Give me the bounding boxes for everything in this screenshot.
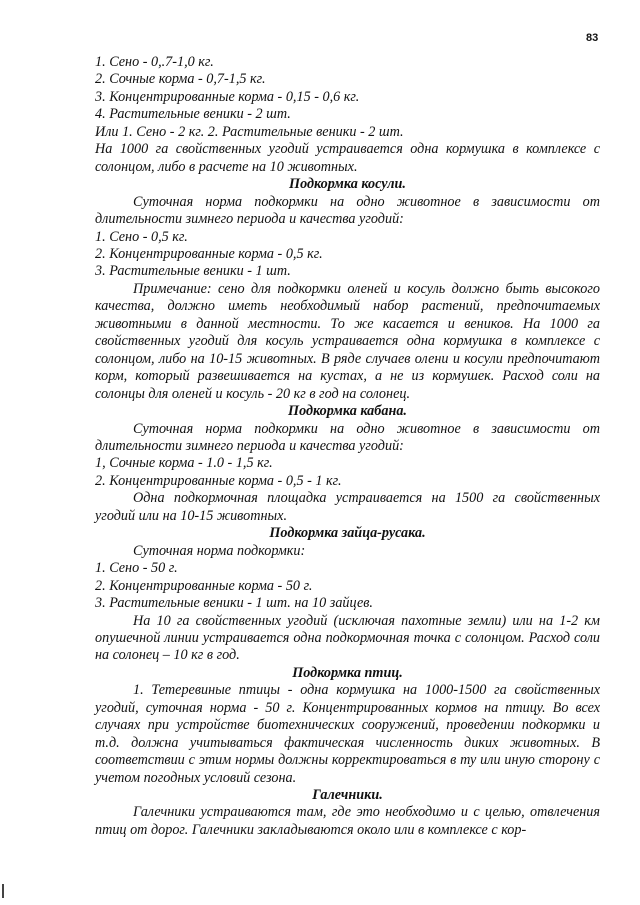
paragraph: 1. Тетеревиные птицы - одна кормушка на 1000-1500 га свойственных угодий, суточная норма - 50 г. Концентрированных кормов на птицу. Во всех случаях при устройстве биотехнических сооружений, проведении подкормки и т.д. должна учитываться фактическая численность диких животных. В соответствии с этим нормы должны корректироваться в ту или иную сторону с учетом погодных условий сезона. <box>95 682 600 786</box>
list-item: 2. Концентрированные корма - 0,5 кг. <box>95 245 323 262</box>
list-item: 3. Растительные веники - 1 шт. <box>95 263 291 280</box>
section-heading: Подкормка зайца-русака. <box>269 525 426 542</box>
list-item: 2. Концентрированные корма - 50 г. <box>95 577 313 594</box>
list-item: 2. Сочные корма - 0,7-1,5 кг. <box>95 71 266 88</box>
list-item: 1, Сочные корма - 1.0 - 1,5 кг. <box>95 455 273 472</box>
list-item: 1. Сено - 50 г. <box>95 560 178 577</box>
paragraph: Галечники устраиваются там, где это необходимо и с целью, отвлечения птиц от дорог. Галечники закладываются около или в комплексе с кор- <box>95 804 600 838</box>
list-item: 3. Растительные веники - 1 шт. на 10 зайцев. <box>95 595 373 612</box>
paragraph: Суточная норма подкормки на одно животное в зависимости от длительности зимнего периода и качества угодий: <box>95 193 600 228</box>
paragraph: На 10 га свойственных угодий (исключая пахотные земли) или на 1-2 км опушечной линии устраивается одна подкормочная точка с солонцом. Расход соли на солонец – 10 кг в год. <box>95 612 600 664</box>
scan-edge-mark <box>2 884 4 898</box>
paragraph: На 1000 га свойственных угодий устраивается одна кормушка в комплексе с солонцом, либо в расчете на 10 животных. <box>95 141 600 175</box>
page-body <box>95 54 600 839</box>
paragraph: Одна подкормочная площадка устраивается на 1500 га свойственных угодий или на 10-15 животных. <box>95 490 600 524</box>
list-item: 3. Концентрированные корма - 0,15 - 0,6 кг. <box>95 88 360 105</box>
section-heading: Подкормка косули. <box>289 176 406 193</box>
list-item: 1. Сено - 0,5 кг. <box>95 228 188 245</box>
list-item: 2. Концентрированные корма - 0,5 - 1 кг. <box>95 472 342 489</box>
section-heading: Подкормка птиц. <box>292 664 403 681</box>
paragraph: Суточная норма подкормки: <box>133 542 306 559</box>
section-heading: Галечники. <box>312 787 383 804</box>
paragraph: Суточная норма подкормки на одно животное в зависимости от длительности зимнего периода и качества угодий: <box>95 420 600 454</box>
list-item: 4. Растительные веники - 2 шт. <box>95 106 291 123</box>
paragraph: Примечание: сено для подкормки оленей и косуль должно быть высокого качества, должно иметь необходимый набор растений, предпочитаемых животными в данной местности. То же касается и веников. На 1000 га свойственных угодий для косуль устраивается одна кормушка в комплексе с солонцом, либо на 10-15 животных. В ряде случаев олени и косули предпочитают корм, который развешивается на кустах, а не из кормушек. Расход соли на солонцы для оленей и косуль - 20 кг в год на солонец. <box>95 280 600 402</box>
page-number: 83 <box>586 32 599 44</box>
list-item: 1. Сено - 0,.7-1,0 кг. <box>95 54 214 70</box>
list-item: Или 1. Сено - 2 кг. 2. Растительные веники - 2 шт. <box>95 123 404 140</box>
section-heading: Подкормка кабана. <box>288 403 407 420</box>
